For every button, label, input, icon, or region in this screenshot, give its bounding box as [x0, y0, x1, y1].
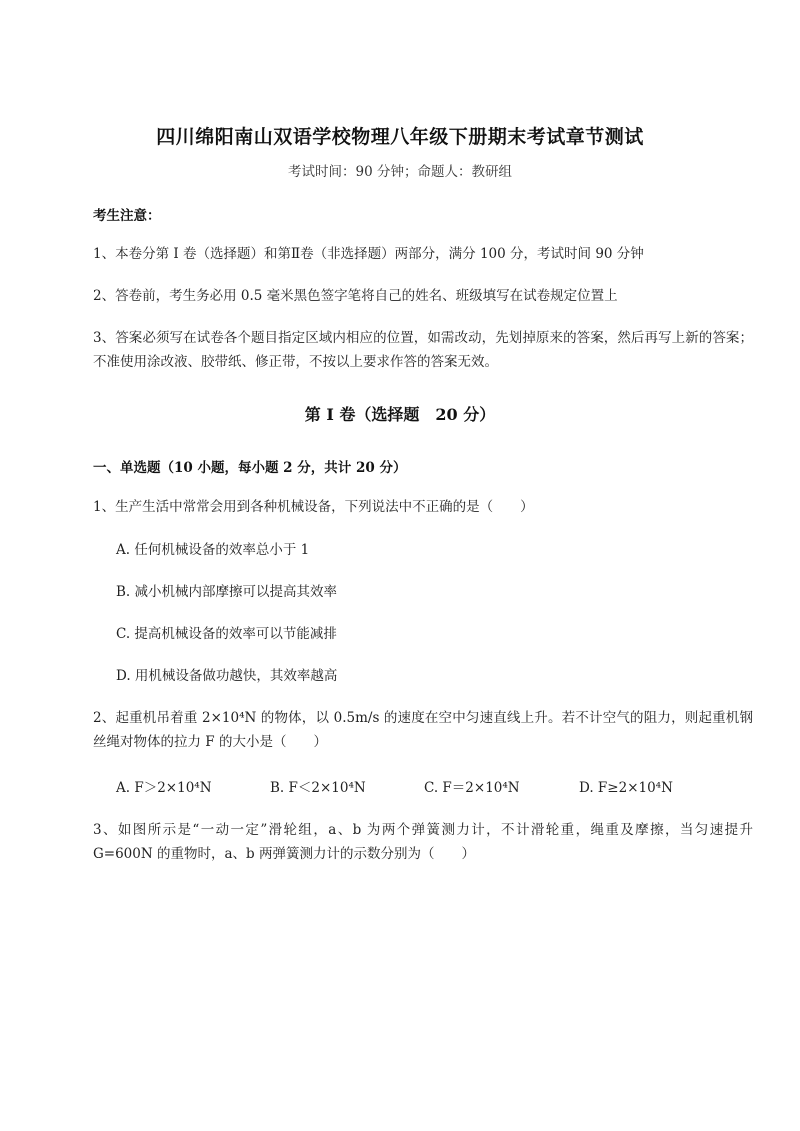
notice-item-3: 3、答案必须写在试卷各个题目指定区域内相应的位置，如需改动，先划掉原来的答案，然后再写上新的答案；不准使用涂改液、胶带纸、修正带，不按以上要求作答的答案无效。	[93, 330, 753, 370]
question-2-option-d: D. F≥2×10⁴N	[579, 780, 673, 796]
section-title: 第 I 卷（选择题 20 分）	[304, 405, 496, 424]
question-1-option-a: A. 任何机械设备的效率总小于 1	[116, 542, 310, 558]
exam-title: 四川绵阳南山双语学校物理八年级下册期末考试章节测试	[156, 126, 644, 148]
notice-heading: 考生注意：	[93, 208, 161, 224]
question-2-option-b: B. F＜2×10⁴N	[270, 780, 366, 796]
question-1-stem: 1、生产生活中常常会用到各种机械设备，下列说法中不正确的是（ ）	[93, 499, 534, 515]
exam-subtitle: 考试时间：90 分钟；命题人：教研组	[288, 164, 512, 180]
question-1-option-d: D. 用机械设备做功越快，其效率越高	[116, 668, 338, 684]
question-2-option-a: A. F＞2×10⁴N	[116, 780, 212, 796]
question-1-option-b: B. 减小机械内部摩擦可以提高其效率	[116, 584, 338, 600]
notice-item-1: 1、本卷分第 I 卷（选择题）和第Ⅱ卷（非选择题）两部分，满分 100 分，考试时间 90 分钟	[93, 246, 644, 262]
notice-item-2: 2、答卷前，考生务必用 0.5 毫米黑色签字笔将自己的姓名、班级填写在试卷规定位置上	[93, 288, 618, 304]
question-2-option-c: C. F＝2×10⁴N	[424, 780, 520, 796]
question-2-stem: 2、起重机吊着重 2×10⁴N 的物体，以 0.5m/s 的速度在空中匀速直线上升。若不计空气的阻力，则起重机钢丝绳对物体的拉力 F 的大小是（ ）	[93, 710, 753, 750]
question-3-stem: 3、如图所示是“一动一定”滑轮组，a、b 为两个弹簧测力计，不计滑轮重，绳重及摩擦，当匀速提升 G=600N 的重物时，a、b 两弹簧测力计的示数分别为（ ）	[93, 822, 753, 862]
question-1-option-c: C. 提高机械设备的效率可以节能减排	[116, 626, 337, 642]
part-heading: 一、单选题（10 小题，每小题 2 分，共计 20 分）	[93, 460, 407, 476]
